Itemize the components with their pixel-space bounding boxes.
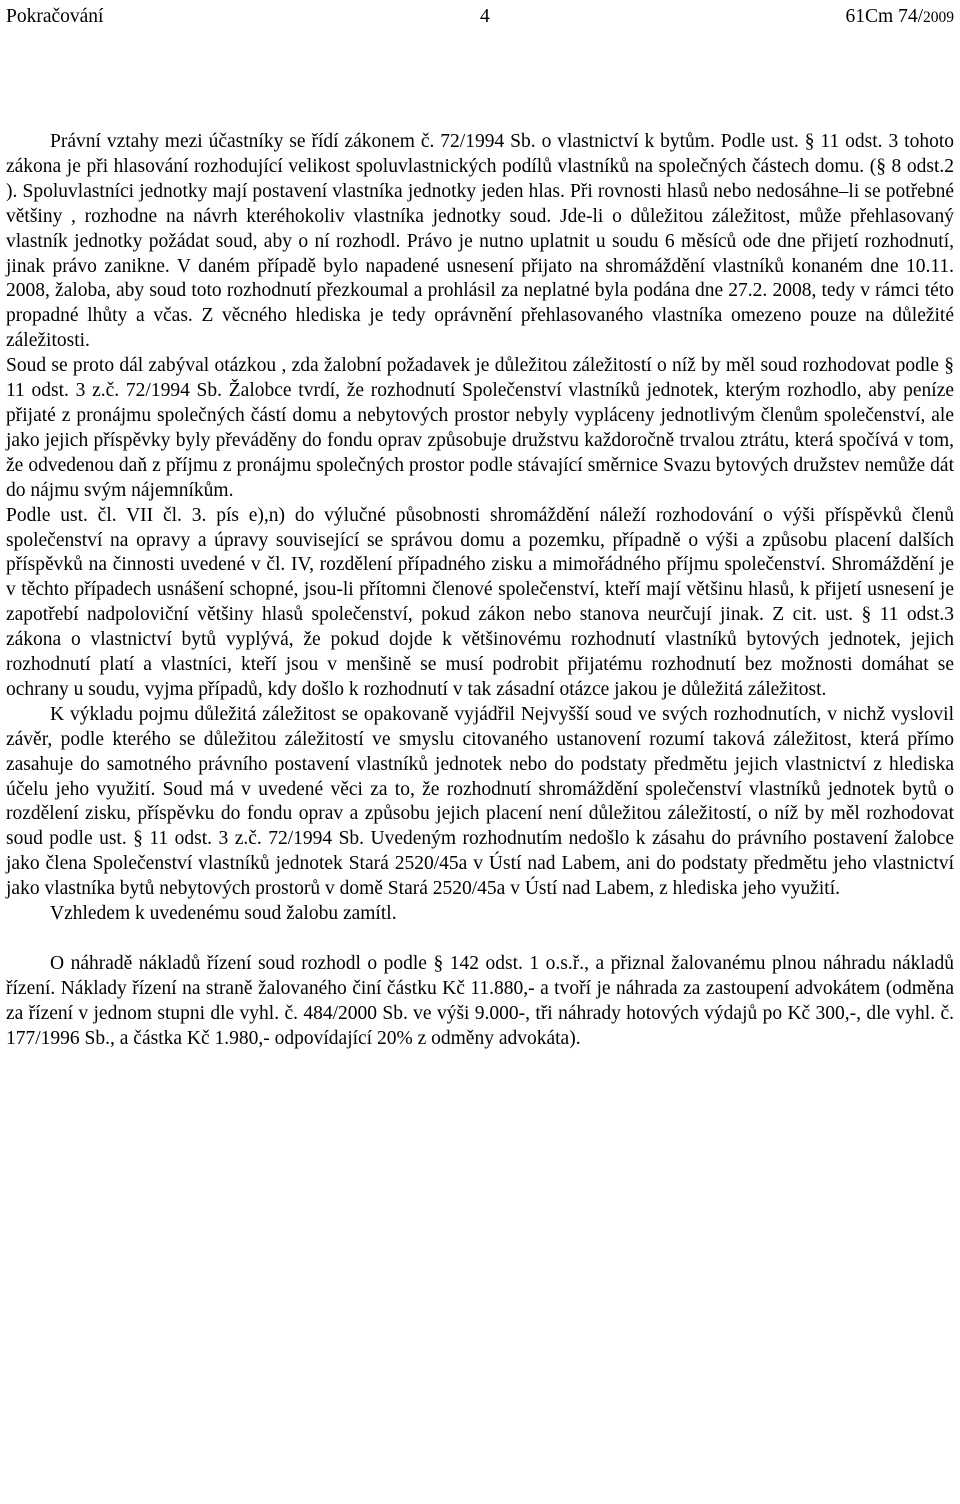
case-number-prefix: 61Cm 74/	[845, 6, 923, 27]
page-number: 4	[480, 6, 490, 27]
page-header	[6, 4, 954, 30]
case-number	[846, 4, 954, 31]
paragraph-court-consideration: Soud se proto dál zabýval otázkou , zda žalobní požadavek je důležitou záležitostí o níž by měl soud rozhodovat podle § 11 odst. 3 z.č. 72/1994 Sb. Žalobce tvrdí, že rozhodnutí Společenství vlastníků jednotek, kterým rozhodlo, aby peníze přijaté z pronájmu společných částí domu a nebytových prostor nebyly vypláceny jednotlivým členům společenství, ale jako jejich příspěvky byly převáděny do fondu oprav způsobuje družstvu každoročně trvalou ztrátu, která spočívá v tom, že odvedenou daň z příjmu z pronájmu společných prostor podle stávající směrnice Svazu bytových družstev nemůže dát do nájmu svým nájemníkům.	[6, 355, 954, 501]
paragraph-verdict: Vzhledem k uvedenému soud žalobu zamítl.	[50, 903, 397, 925]
paragraph-statutes: Podle ust. čl. VII čl. 3. pís e),n) do výlučné působnosti shromáždění náleží rozhodování o výši příspěvků členů společenství na opravy a úpravy související se správou domu a pozemku, případně o výši a způsobu placení dalších příspěvků na činnosti uvedené v čl. IV, rozdělení případného zisku a mimořádného příjmu společenství. Shromáždění je v těchto případech usnášení schopné, jsou-li přítomni členové společenství, kteří mají většinu hlasů, k přijetí usnesení je zapotřebí nadpoloviční většiny hlasů společenství, pokud zákon nebo stanova neurčují jinak. Z cit. ust. § 11 odst.3 zákona o vlastnictví bytů vyplývá, že pokud dojde k většinovému rozhodnutí vlastníků bytových jednotek, jejich rozhodnutí platí a vlastníci, kteří jsou v menšině se musí podrobit přijatému rozhodnutí bez možnosti domáhat se ochrany u soudu, vyjma případů, kdy došlo k rozhodnutí v tak zásadní otázce jakou je důležitá záležitost.	[6, 504, 954, 700]
continuation-label: Pokračování	[6, 6, 104, 27]
paragraph-spacer	[6, 927, 954, 952]
case-year: 2009	[923, 9, 954, 26]
paragraph-legal-relations: Právní vztahy mezi účastníky se řídí zákonem č. 72/1994 Sb. o vlastnictví k bytům. Podle ust. § 11 odst. 3 tohoto zákona je při hlasování rozhodující velikost spoluvlastnických podílů vlastníků na společných částech domu. (§ 8 odst.2 ). Spoluvlastníci jednotky mají postavení vlastníka jednotky jeden hlas. Při rovnosti hlasů nebo nedosáhne–li se potřebné většiny , rozhodne na návrh kteréhokoliv vlastníka jednotky soud. Jde-li o důležitou záležitost, může přehlasovaný vlastník jednotky požádat soud, aby o ní rozhodl. Právo je nutno uplatnit u soudu 6 měsíců ode dne přijetí rozhodnutí, jinak právo zanikne. V daném případě bylo napadené usnesení přijato na shromáždění vlastníků konaném dne 10.11. 2008, žaloba, aby soud toto rozhodnutí přezkoumal a prohlásil za neplatné byla podána dne 27.2. 2008, tedy v rámci této propadné lhůty a včas. Z věcného hlediska je tedy oprávnění přehlasovaného vlastníka omezeno pouze na důležité záležitosti.	[6, 131, 954, 352]
document-body	[6, 130, 954, 1052]
paragraph-interpretation: K výkladu pojmu důležitá záležitost se opakovaně vyjádřil Nejvyšší soud ve svých rozhodnutích, v nichž vyslovil závěr, podle kterého se důležitou záležitostí ve smyslu citovaného ustanovení rozumí taková záležitost, která přímo zasahuje do samotného právního postavení vlastníků jednotek nebo do podstaty předmětu jejich vlastnictví z hlediska účelu jeho využití. Soud má v uvedené věci za to, že rozhodnutí shromáždění společenství vlastníků jednotek bytů o rozdělení zisku, příspěvku do fondu oprav a způsobu jejich placení není důležitou záležitostí, o níž by měl rozhodovat soud podle ust. § 11 odst. 3 z.č. 72/1994 Sb. Uvedeným rozhodnutím nedošlo k zásahu do právního postavení žalobce jako člena Společenství vlastníků jednotek Stará 2520/45a v Ústí nad Labem, ani do podstaty předmětu jeho vlastnictví jako vlastníka bytů nebytových prostorů v domě Stará 2520/45a v Ústí nad Labem, z hlediska jeho využití.	[6, 703, 954, 900]
paragraph-costs: O náhradě nákladů řízení soud rozhodl o podle § 142 odst. 1 o.s.ř., a přiznal žalovanému plnou náhradu nákladů řízení. Náklady řízení na straně žalovaného činí částku Kč 11.880,- a tvoří je náhrada za zastoupení advokátem (odměna za řízení v jednom stupni dle vyhl. č. 484/2000 Sb. ve výši 9.000-, tři náhrady hotových výdajů po Kč 300,-, dle vyhl. č. 177/1996 Sb., a částka Kč 1.980,- odpovídající 20% z odměny advokáta).	[6, 952, 954, 1049]
